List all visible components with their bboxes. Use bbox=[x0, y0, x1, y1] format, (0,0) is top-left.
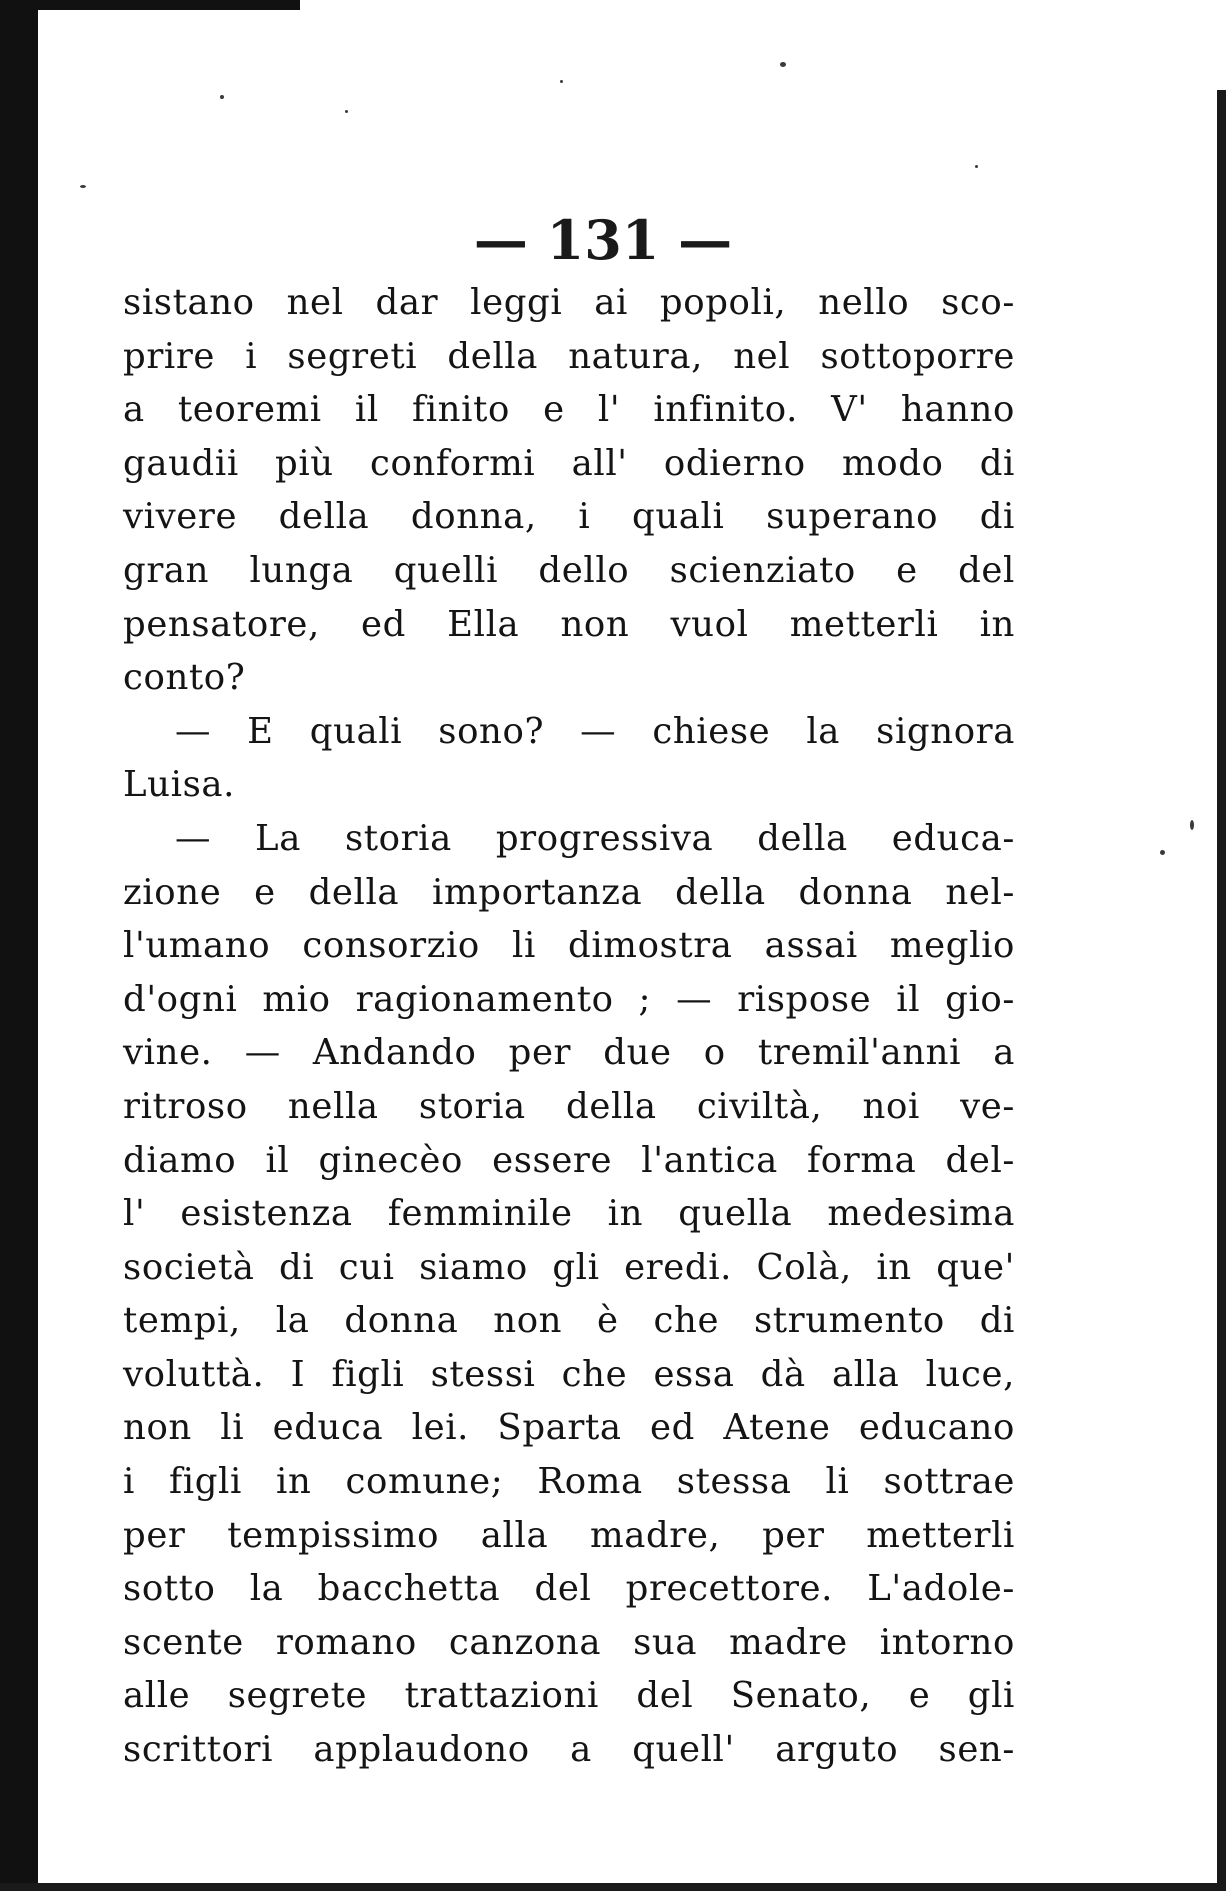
scan-edge-top bbox=[0, 0, 300, 10]
scan-speck bbox=[1160, 850, 1165, 855]
text-line: vivere della donna, i quali superano di bbox=[123, 496, 1015, 538]
text-line: per tempissimo alla madre, per metterli bbox=[123, 1514, 1015, 1556]
text-line: prire i segreti della natura, nel sottoporre bbox=[123, 335, 1015, 377]
text-line: gaudii più conformi all' odierno modo di bbox=[123, 442, 1015, 484]
text-line: l'umano consorzio li dimostra assai meglio bbox=[123, 925, 1015, 967]
scan-speck bbox=[220, 95, 224, 99]
text-line: Luisa. bbox=[123, 764, 236, 806]
text-line: sotto la bacchetta del precettore. L'adole- bbox=[123, 1568, 1015, 1610]
page-body-text bbox=[123, 276, 1015, 1777]
scan-speck bbox=[1190, 820, 1194, 830]
text-line: non li educa lei. Sparta ed Atene educano bbox=[123, 1407, 1015, 1449]
text-line: ritroso nella storia della civiltà, noi ve- bbox=[123, 1085, 1015, 1127]
scan-speck bbox=[780, 62, 786, 67]
text-line: — E quali sono? — chiese la signora bbox=[175, 710, 1015, 752]
page-number: — 131 — bbox=[473, 208, 733, 272]
text-line: diamo il ginecèo essere l'antica forma del- bbox=[123, 1139, 1015, 1181]
text-line: l' esistenza femminile in quella medesima bbox=[123, 1193, 1015, 1235]
text-line: società di cui siamo gli eredi. Colà, in que' bbox=[123, 1246, 1015, 1288]
text-line: zione e della importanza della donna nel- bbox=[123, 871, 1015, 913]
text-line: voluttà. I figli stessi che essa dà alla luce, bbox=[123, 1353, 1015, 1395]
scan-speck bbox=[975, 165, 978, 168]
scan-edge-left bbox=[0, 0, 38, 1891]
text-line: vine. — Andando per due o tremil'anni a bbox=[123, 1032, 1015, 1074]
text-line: sistano nel dar leggi ai popoli, nello sco- bbox=[123, 282, 1015, 323]
text-line: alle segrete trattazioni del Senato, e gli bbox=[123, 1675, 1015, 1717]
scan-edge-right bbox=[1217, 90, 1226, 1891]
text-line: conto? bbox=[123, 657, 246, 699]
text-line: — La storia progressiva della educa- bbox=[175, 817, 1015, 859]
text-line: scrittori applaudono a quell' arguto sen- bbox=[123, 1729, 1015, 1771]
text-line: i figli in comune; Roma stessa li sottrae bbox=[123, 1461, 1015, 1503]
text-line: pensatore, ed Ella non vuol metterli in bbox=[123, 603, 1015, 645]
scan-edge-bottom bbox=[0, 1883, 1226, 1891]
scan-speck bbox=[345, 110, 348, 113]
text-line: d'ogni mio ragionamento ; — rispose il gio- bbox=[123, 978, 1015, 1020]
text-line: scente romano canzona sua madre intorno bbox=[123, 1621, 1015, 1663]
scan-speck bbox=[80, 185, 86, 188]
text-line: gran lunga quelli dello scienziato e del bbox=[123, 549, 1015, 591]
text-line: a teoremi il finito e l' infinito. V' hanno bbox=[123, 389, 1015, 431]
text-line: tempi, la donna non è che strumento di bbox=[123, 1300, 1015, 1342]
scan-speck bbox=[560, 80, 563, 83]
